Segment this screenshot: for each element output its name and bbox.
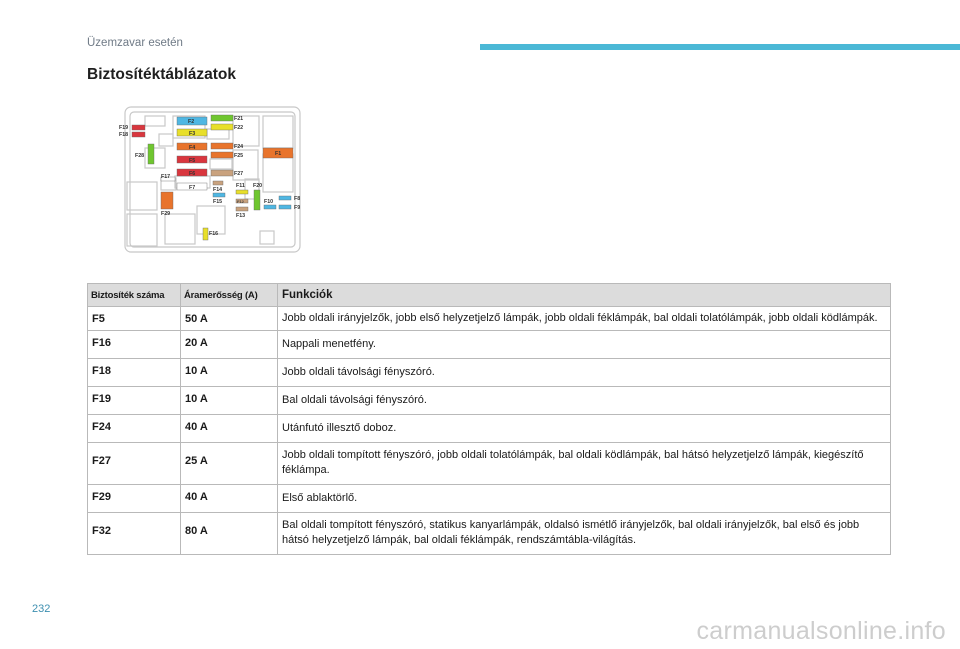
column-header-functions: Funkciók bbox=[278, 284, 891, 307]
column-header-fuse-number: Biztosíték száma bbox=[88, 284, 181, 307]
fuse-number: F19 bbox=[88, 387, 181, 415]
label-f19: F19 bbox=[119, 125, 129, 131]
fuse-amperage: 20 A bbox=[181, 331, 278, 359]
fuse-f16 bbox=[203, 228, 208, 240]
fuse-f27 bbox=[211, 170, 233, 176]
fuse-number: F5 bbox=[88, 307, 181, 331]
fuse-function: Jobb oldali tompított fényszóró, jobb oldali tolatólámpák, bal oldali ködlámpák, bal hátsó helyzetjelző lámpák, kiegészítő féklámpa. bbox=[278, 443, 891, 485]
fuse-f9 bbox=[279, 205, 291, 209]
label-f12: F12 bbox=[237, 199, 244, 204]
table-row bbox=[88, 415, 891, 443]
table-row bbox=[88, 331, 891, 359]
fuse-f13 bbox=[236, 207, 248, 211]
fuse-f22 bbox=[211, 124, 233, 130]
fuse-f29 bbox=[161, 192, 173, 209]
page-number: 232 bbox=[32, 603, 51, 615]
fuse-f24 bbox=[211, 143, 233, 149]
fuse-f11 bbox=[236, 190, 248, 194]
fuse-number: F27 bbox=[88, 443, 181, 485]
label-f18: F18 bbox=[119, 132, 129, 138]
fuse-f28 bbox=[148, 144, 154, 164]
fuse-f15 bbox=[213, 193, 225, 197]
label-f4: F4 bbox=[189, 145, 196, 151]
label-f7: F7 bbox=[189, 185, 196, 191]
label-f8: F8 bbox=[294, 196, 301, 202]
fuse-f18 bbox=[132, 132, 145, 137]
fuse-amperage: 10 A bbox=[181, 387, 278, 415]
table-row bbox=[88, 485, 891, 513]
label-f22: F22 bbox=[234, 125, 244, 131]
label-f2: F2 bbox=[188, 119, 195, 125]
fuse-function: Bal oldali távolsági fényszóró. bbox=[278, 387, 891, 415]
fuse-function: Bal oldali tompított fényszóró, statikus kanyarlámpák, oldalsó ismétlő irányjelzők, bal oldali irányjelzők, bal első és jobb hátsó helyzetjelző lámpák, bal oldali féklámpák, rendszámtábla-világítás. bbox=[278, 513, 891, 555]
table-row bbox=[88, 513, 891, 555]
label-f1: F1 bbox=[275, 151, 282, 157]
table-row bbox=[88, 307, 891, 331]
table-row bbox=[88, 443, 891, 485]
label-f15: F15 bbox=[213, 199, 223, 205]
fuse-f8 bbox=[279, 196, 291, 200]
label-f10: F10 bbox=[264, 199, 274, 205]
label-f27: F27 bbox=[234, 171, 244, 177]
label-f24: F24 bbox=[234, 144, 244, 150]
fuse-box-diagram bbox=[115, 104, 305, 254]
label-f20: F20 bbox=[253, 183, 263, 189]
fuse-number: F24 bbox=[88, 415, 181, 443]
fuse-table bbox=[87, 283, 891, 555]
fuse-amperage: 80 A bbox=[181, 513, 278, 555]
source-watermark: carmanualsonline.info bbox=[696, 617, 946, 645]
fuse-amperage: 10 A bbox=[181, 359, 278, 387]
label-f6: F6 bbox=[189, 171, 196, 177]
column-header-amperage: Áramerősség (A) bbox=[181, 284, 278, 307]
label-f5: F5 bbox=[189, 158, 196, 164]
fuse-number: F32 bbox=[88, 513, 181, 555]
header-section-title: Üzemzavar esetén bbox=[87, 37, 183, 49]
page-title: Biztosítéktáblázatok bbox=[87, 66, 237, 83]
table-row bbox=[88, 387, 891, 415]
fuse-number: F29 bbox=[88, 485, 181, 513]
header-accent-bar bbox=[480, 44, 960, 50]
label-f17: F17 bbox=[161, 174, 171, 180]
fuse-function: Utánfutó illesztő doboz. bbox=[278, 415, 891, 443]
table-header-row bbox=[88, 284, 891, 307]
fuse-function: Első ablaktörlő. bbox=[278, 485, 891, 513]
label-f3: F3 bbox=[189, 131, 196, 137]
fuse-f14 bbox=[213, 181, 223, 185]
label-f14: F14 bbox=[213, 187, 223, 193]
fuse-amperage: 50 A bbox=[181, 307, 278, 331]
fuse-function: Jobb oldali távolsági fényszóró. bbox=[278, 359, 891, 387]
label-f11: F11 bbox=[236, 183, 245, 189]
label-f21: F21 bbox=[234, 116, 244, 122]
fuse-number: F16 bbox=[88, 331, 181, 359]
label-f25: F25 bbox=[234, 153, 244, 159]
table-row bbox=[88, 359, 891, 387]
fuse-f19 bbox=[132, 125, 145, 130]
fuse-number: F18 bbox=[88, 359, 181, 387]
fuse-amperage: 40 A bbox=[181, 485, 278, 513]
label-f16: F16 bbox=[209, 231, 219, 237]
fuse-function: Jobb oldali irányjelzők, jobb első helyzetjelző lámpák, jobb oldali féklámpák, bal oldali tolatólámpák, jobb oldali ködlámpák. bbox=[278, 307, 891, 331]
label-f9: F9 bbox=[294, 205, 301, 211]
fuse-function: Nappali menetfény. bbox=[278, 331, 891, 359]
fuse-f21 bbox=[211, 115, 233, 121]
fuse-f20 bbox=[254, 190, 260, 210]
fuse-f25 bbox=[211, 152, 233, 158]
label-f28: F28 bbox=[135, 153, 145, 159]
label-f13: F13 bbox=[236, 213, 246, 219]
fuse-f10 bbox=[264, 205, 276, 209]
label-f29: F29 bbox=[161, 211, 171, 217]
fuse-amperage: 25 A bbox=[181, 443, 278, 485]
fuse-amperage: 40 A bbox=[181, 415, 278, 443]
